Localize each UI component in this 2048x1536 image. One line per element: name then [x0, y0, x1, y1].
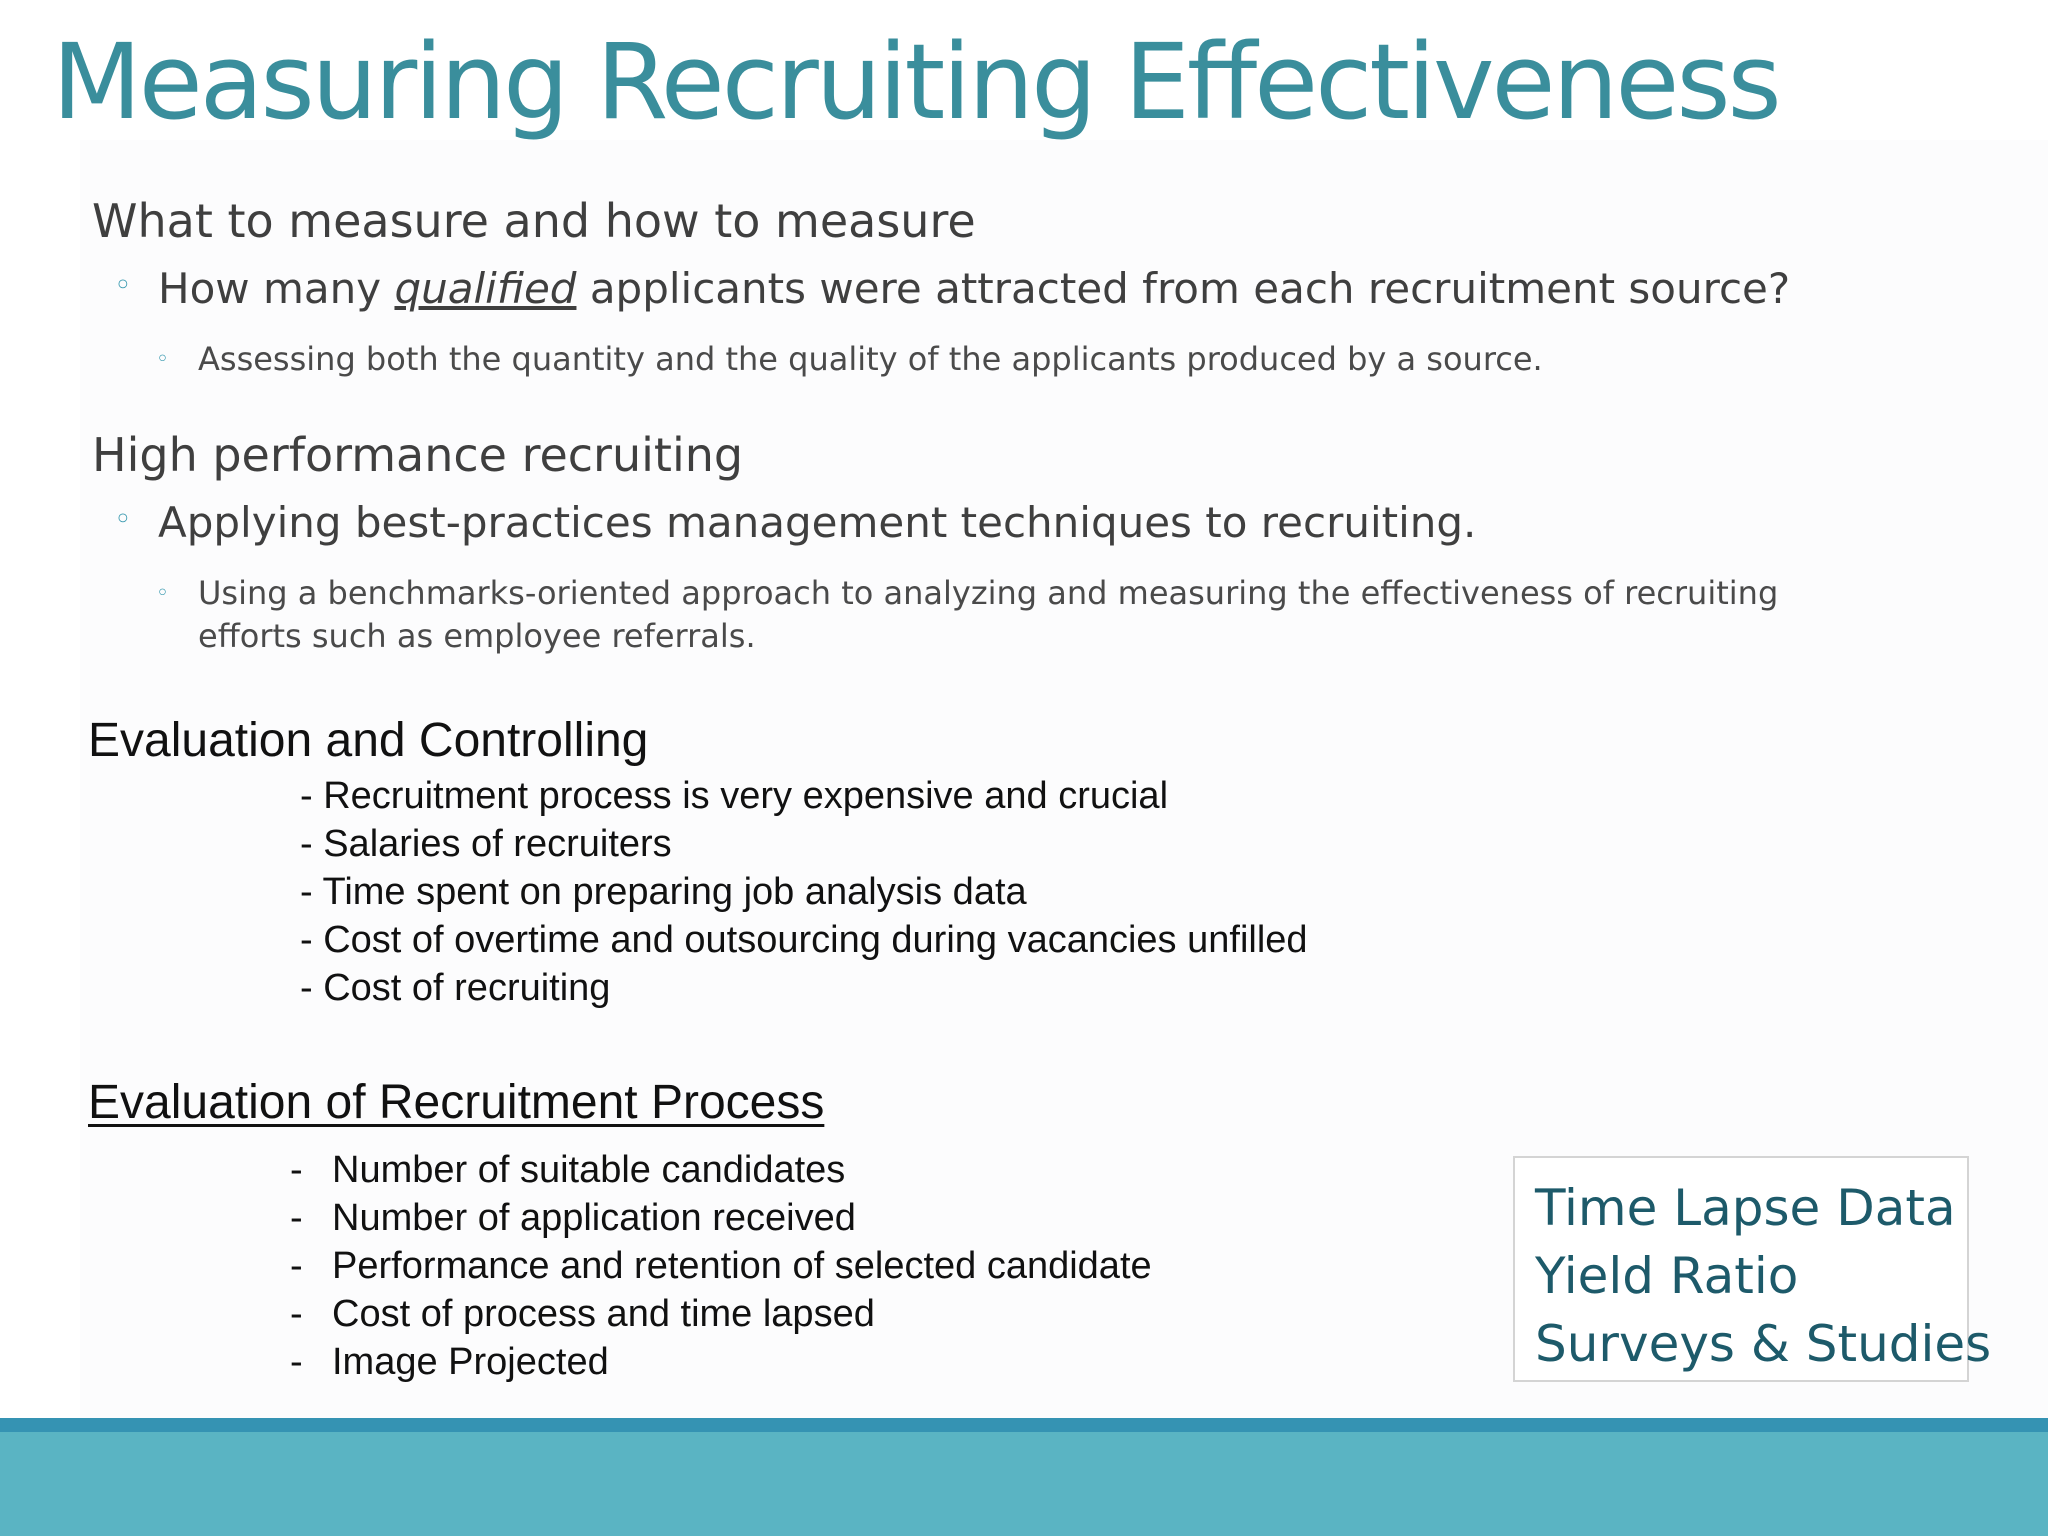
- footer-accent-line: [0, 1418, 2048, 1432]
- section-heading-what-to-measure: What to measure and how to measure: [92, 194, 976, 248]
- sub-bullet-text: Using a benchmarks-oriented approach to analyzing and measuring the effectiveness of recruiting efforts such as employee referrals.: [198, 574, 1779, 655]
- list-item-text: Image Projected: [332, 1341, 609, 1383]
- list-item-text: Number of application received: [332, 1197, 856, 1239]
- footer-bar: [0, 1432, 2048, 1536]
- list-item: - Time spent on preparing job analysis data: [300, 871, 1027, 913]
- dash-marker: -: [290, 1293, 303, 1335]
- list-item: - Cost of overtime and outsourcing during vacancies unfilled: [300, 919, 1308, 961]
- dash-marker: -: [290, 1149, 303, 1191]
- section-heading-high-performance: High performance recruiting: [92, 428, 744, 482]
- metric-surveys-studies: Surveys & Studies: [1535, 1315, 1992, 1373]
- list-item-text: Number of suitable candidates: [332, 1149, 846, 1191]
- metrics-box: [1513, 1156, 1992, 1382]
- dash-marker: -: [290, 1341, 303, 1383]
- slide-title: Measuring Recruiting Effectiveness: [52, 21, 1779, 143]
- list-item: [290, 1194, 1152, 1242]
- list-item: [290, 1242, 1152, 1290]
- evaluation-controlling-list: [300, 772, 1308, 1012]
- list-item: - Recruitment process is very expensive and crucial: [300, 775, 1169, 817]
- sub-bullet-quantity-quality: [156, 338, 1796, 381]
- bullet-text-after: applicants were attracted from each recruitment source?: [576, 264, 1791, 313]
- list-item: - Salaries of recruiters: [300, 823, 672, 865]
- bullet-text: Applying best-practices management techniques to recruiting.: [158, 498, 1477, 547]
- sub-bullet-benchmarks: [156, 572, 1796, 658]
- list-item: - Cost of recruiting: [300, 967, 611, 1009]
- list-item: [290, 1338, 1152, 1386]
- sub-bullet-marker: ◦: [156, 581, 169, 606]
- bullet-best-practices: [114, 498, 1476, 548]
- bullet-marker: ◦: [114, 268, 132, 303]
- list-item-text: Cost of process and time lapsed: [332, 1293, 875, 1335]
- list-item-text: Performance and retention of selected candidate: [332, 1245, 1152, 1287]
- list-item: [290, 1146, 1152, 1194]
- heading-evaluation-controlling: Evaluation and Controlling: [88, 714, 649, 767]
- bullet-text-before: How many: [158, 264, 395, 313]
- dash-marker: -: [290, 1197, 303, 1239]
- sub-bullet-text: Assessing both the quantity and the quality of the applicants produced by a source.: [198, 340, 1543, 378]
- metric-time-lapse-data: Time Lapse Data: [1535, 1179, 1956, 1237]
- sub-bullet-marker: ◦: [156, 347, 169, 372]
- bullet-emphasis-qualified: qualified: [394, 264, 577, 313]
- bullet-marker: ◦: [114, 502, 132, 537]
- list-item: [290, 1290, 1152, 1338]
- evaluation-process-list: [290, 1146, 1152, 1386]
- metric-yield-ratio: Yield Ratio: [1535, 1247, 1799, 1305]
- heading-evaluation-recruitment-process: Evaluation of Recruitment Process: [88, 1076, 825, 1129]
- dash-marker: -: [290, 1245, 303, 1287]
- bullet-qualified-applicants: [114, 264, 1790, 314]
